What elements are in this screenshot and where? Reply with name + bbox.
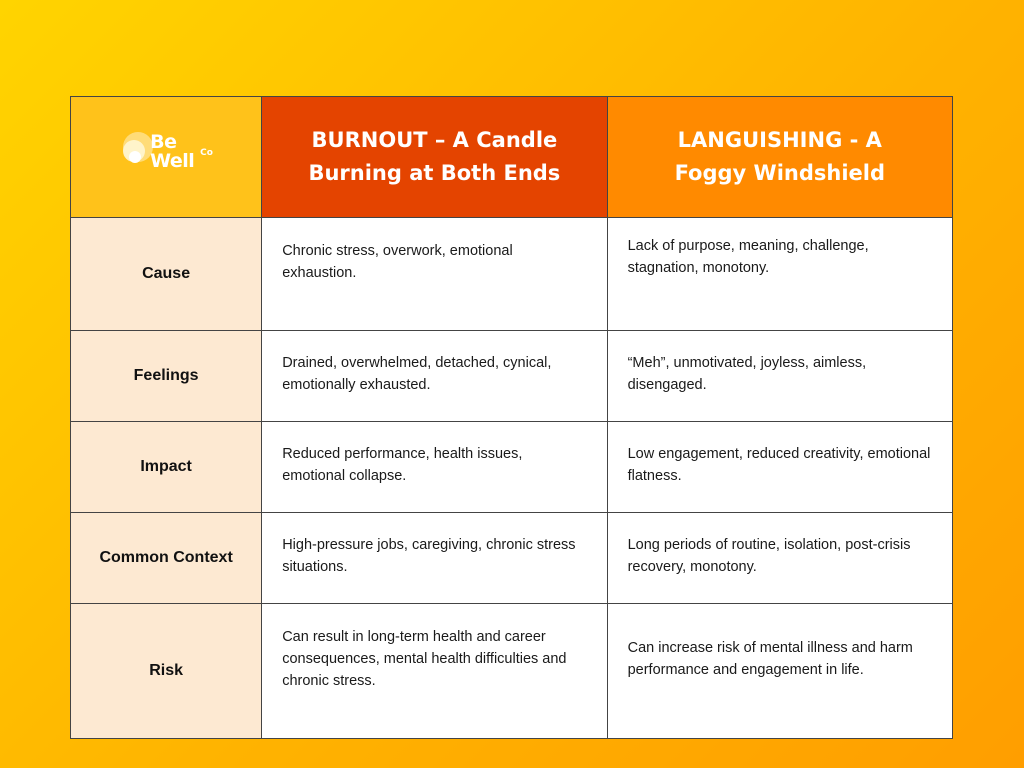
- logo-suffix: Co: [200, 147, 213, 158]
- cell-text: “Meh”, unmotivated, joyless, aimless, disengaged.: [627, 355, 867, 393]
- cell-text: Chronic stress, overwork, emotional exhaustion.: [282, 243, 513, 281]
- languishing-title: LANGUISHING - A Foggy Windshield: [674, 128, 886, 185]
- burnout-header: [262, 97, 607, 218]
- cell-text: Lack of purpose, meaning, challenge, stagnation, monotony.: [627, 238, 869, 276]
- table-row: [71, 331, 953, 422]
- bewell-logo: [116, 127, 216, 183]
- logo-line-well: Well: [150, 149, 195, 172]
- cell-text: Low engagement, reduced creativity, emotional flatness.: [627, 446, 931, 484]
- row-label-cause: Cause: [71, 218, 262, 331]
- row-label-feelings: Feelings: [71, 331, 262, 422]
- header-row: [71, 97, 953, 218]
- burnout-cell: [262, 513, 607, 604]
- row-label-impact: Impact: [71, 422, 262, 513]
- languishing-header: [607, 97, 952, 218]
- table-row: [71, 604, 953, 739]
- burnout-cell: [262, 422, 607, 513]
- table-row: [71, 513, 953, 604]
- burnout-cell: [262, 604, 607, 739]
- cell-text: Can increase risk of mental illness and harm performance and engagement in life.: [627, 640, 913, 678]
- table-row: [71, 218, 953, 331]
- languishing-cell: [607, 218, 952, 331]
- burnout-cell: [262, 218, 607, 331]
- languishing-cell: [607, 604, 952, 739]
- languishing-cell: [607, 331, 952, 422]
- languishing-cell: [607, 422, 952, 513]
- row-label-common-context: Common Context: [71, 513, 262, 604]
- burnout-cell: [262, 331, 607, 422]
- logo-line-be: Be: [150, 130, 177, 153]
- logo-cell: [71, 97, 262, 218]
- cell-text: High-pressure jobs, caregiving, chronic stress situations.: [282, 537, 576, 575]
- languishing-cell: [607, 513, 952, 604]
- table-row: [71, 422, 953, 513]
- cell-text: Reduced performance, health issues, emotional collapse.: [282, 446, 523, 484]
- cell-text: Drained, overwhelmed, detached, cynical, emotionally exhausted.: [282, 355, 552, 393]
- row-label-risk: Risk: [71, 604, 262, 739]
- logo-wordmark: [150, 130, 195, 172]
- comparison-table: [70, 96, 953, 739]
- burnout-title: BURNOUT – A Candle Burning at Both Ends: [308, 128, 561, 185]
- cell-text: Can result in long-term health and career consequences, mental health difficulties and chronic stress.: [282, 629, 567, 689]
- cell-text: Long periods of routine, isolation, post-crisis recovery, monotony.: [627, 537, 911, 575]
